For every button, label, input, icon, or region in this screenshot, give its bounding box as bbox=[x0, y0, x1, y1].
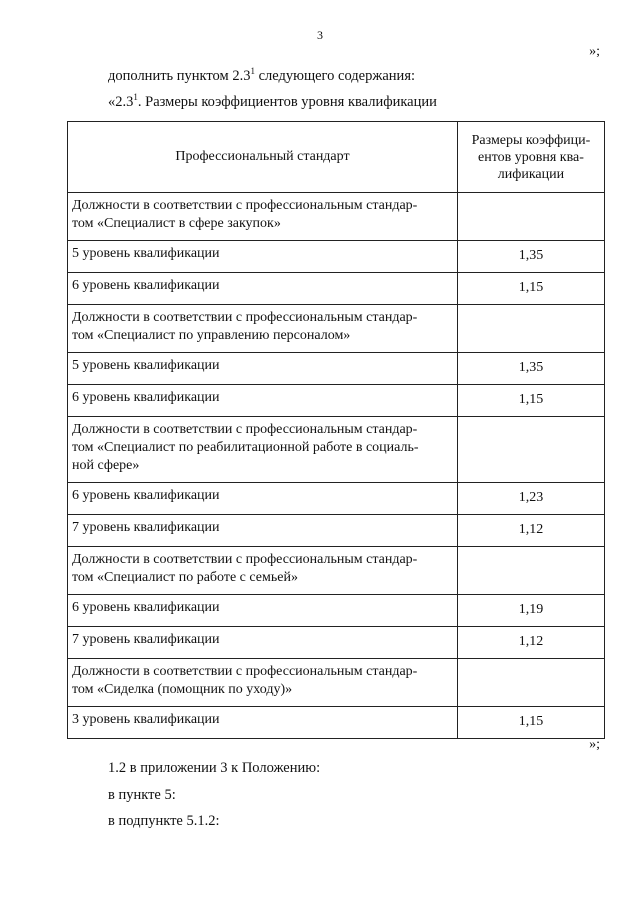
section-heading bbox=[108, 94, 437, 111]
qualification-level: 7 уровень квалификации bbox=[68, 627, 458, 659]
group-title-row bbox=[68, 193, 605, 241]
coefficient-value: 1,12 bbox=[457, 627, 604, 659]
group-title-line: Должности в соответствии с профессиональным стандар- bbox=[72, 310, 418, 325]
qualification-level: 5 уровень квалификации bbox=[68, 241, 458, 273]
qualification-level: 6 уровень квалификации bbox=[68, 595, 458, 627]
group-title-line: Должности в соответствии с профессиональным стандар- bbox=[72, 422, 418, 437]
group-title-line: том «Специалист в сфере закупок» bbox=[72, 216, 281, 231]
group-title-empty-cell bbox=[457, 659, 604, 707]
coefficient-value: 1,12 bbox=[457, 515, 604, 547]
table-row bbox=[68, 273, 605, 305]
heading-text-before: «2.3 bbox=[108, 94, 134, 110]
heading-superscript: 1 bbox=[133, 92, 138, 103]
header-professional-standard: Профессиональный стандарт bbox=[68, 122, 458, 193]
table-row bbox=[68, 353, 605, 385]
group-title-empty-cell bbox=[457, 193, 604, 241]
table-header-row bbox=[68, 122, 605, 193]
intro-text-before: дополнить пунктом 2.3 bbox=[108, 68, 251, 84]
coefficient-value: 1,19 bbox=[457, 595, 604, 627]
header-coef-line: ентов уровня ква- bbox=[478, 149, 584, 165]
coefficient-value: 1,23 bbox=[457, 483, 604, 515]
qualification-level: 7 уровень квалификации bbox=[68, 515, 458, 547]
table-row bbox=[68, 627, 605, 659]
group-title bbox=[68, 417, 458, 483]
coefficient-value: 1,35 bbox=[457, 241, 604, 273]
coefficient-value: 1,15 bbox=[457, 385, 604, 417]
group-title-line: том «Сиделка (помощник по уходу)» bbox=[72, 682, 293, 697]
intro-text-after: следующего содержания: bbox=[254, 68, 416, 84]
header-coef-line: лификации bbox=[497, 166, 565, 182]
table-row bbox=[68, 515, 605, 547]
table-row bbox=[68, 385, 605, 417]
table-row bbox=[68, 483, 605, 515]
paragraph-point: в пункте 5: bbox=[108, 787, 176, 803]
group-title-line: том «Специалист по работе с семьей» bbox=[72, 570, 298, 585]
table-row bbox=[68, 707, 605, 739]
qualification-level: 6 уровень квалификации bbox=[68, 273, 458, 305]
group-title-empty-cell bbox=[457, 417, 604, 483]
group-title-row bbox=[68, 659, 605, 707]
table-row bbox=[68, 241, 605, 273]
header-coefficient-sizes bbox=[457, 122, 604, 193]
intro-paragraph bbox=[108, 68, 415, 85]
paragraph-subpoint: в подпункте 5.1.2: bbox=[108, 813, 220, 829]
qualification-coefficients-table bbox=[67, 121, 605, 739]
group-title-row bbox=[68, 417, 605, 483]
qualification-level: 6 уровень квалификации bbox=[68, 385, 458, 417]
group-title-line: Должности в соответствии с профессиональным стандар- bbox=[72, 552, 418, 567]
group-title-line: том «Специалист по управлению персоналом» bbox=[72, 328, 351, 343]
group-title bbox=[68, 193, 458, 241]
group-title-row bbox=[68, 305, 605, 353]
group-title bbox=[68, 547, 458, 595]
group-title-row bbox=[68, 547, 605, 595]
group-title bbox=[68, 659, 458, 707]
closing-quote-bottom: »; bbox=[589, 737, 600, 752]
group-title-empty-cell bbox=[457, 547, 604, 595]
heading-text-after: . Размеры коэффициентов уровня квалификации bbox=[137, 94, 437, 110]
header-coef-line: Размеры коэффици- bbox=[471, 132, 591, 148]
qualification-level: 3 уровень квалификации bbox=[68, 707, 458, 739]
table-row bbox=[68, 595, 605, 627]
paragraph-appendix: 1.2 в приложении 3 к Положению: bbox=[108, 760, 321, 776]
intro-superscript: 1 bbox=[250, 66, 255, 77]
coefficient-value: 1,35 bbox=[457, 353, 604, 385]
page-number: 3 bbox=[317, 28, 323, 42]
qualification-level: 5 уровень квалификации bbox=[68, 353, 458, 385]
coefficient-value: 1,15 bbox=[457, 273, 604, 305]
qualification-level: 6 уровень квалификации bbox=[68, 483, 458, 515]
group-title-empty-cell bbox=[457, 305, 604, 353]
coefficient-value: 1,15 bbox=[457, 707, 604, 739]
group-title-line: том «Специалист по реабилитационной работе в социаль- bbox=[72, 440, 419, 455]
closing-quote-top: »; bbox=[589, 44, 600, 59]
group-title-line: Должности в соответствии с профессиональным стандар- bbox=[72, 198, 418, 213]
group-title-line: Должности в соответствии с профессиональным стандар- bbox=[72, 664, 418, 679]
group-title bbox=[68, 305, 458, 353]
group-title-line: ной сфере» bbox=[72, 458, 140, 473]
